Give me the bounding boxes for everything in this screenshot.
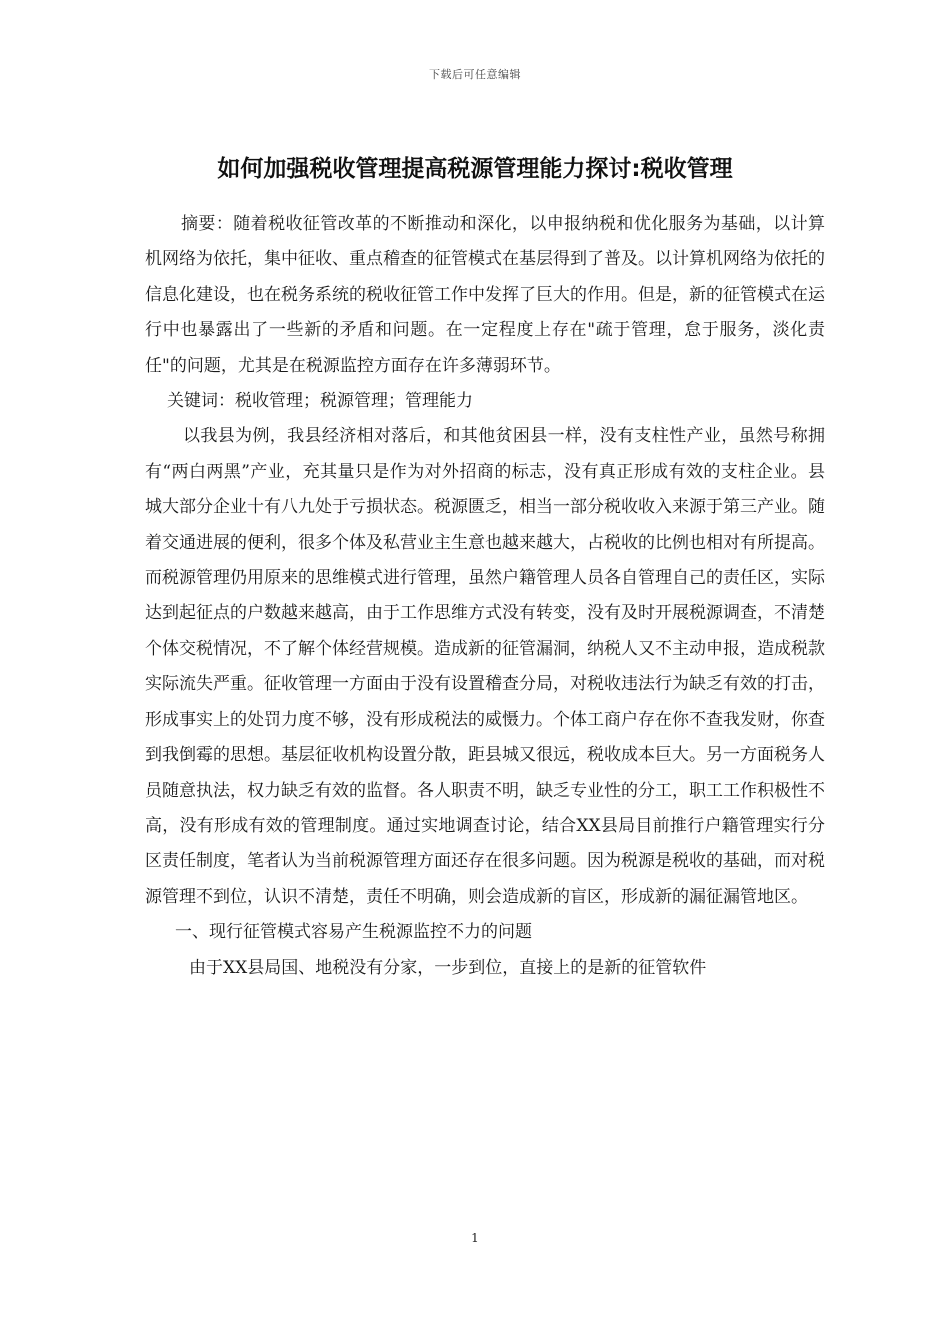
document-body: [145, 207, 825, 986]
section-heading: 一、现行征管模式容易产生税源监控不力的问题: [175, 922, 532, 943]
section-paragraph: 由于XX县局国、地税没有分家，一步到位，直接上的是新的征管软件: [189, 957, 707, 978]
page-title: 如何加强税收管理提高税源管理能力探讨:税收管理: [217, 156, 733, 182]
abstract-paragraph: 摘要：随着税收征管改革的不断推动和深化，以申报纳税和优化服务为基础，以计算机网络为依托，集中征收、重点稽查的征管模式在基层得到了普及。以计算机网络为依托的信息化建设，也在税务系统的税收征管工作中发挥了巨大的作用。但是，新的征管模式在运行中也暴露出了一些新的矛盾和问题。在一定程度上存在"疏于管理，怠于服务，淡化责任"的问题，尤其是在税源监控方面存在许多薄弱环节。: [145, 214, 825, 376]
body-paragraph: 以我县为例，我县经济相对落后，和其他贫困县一样，没有支柱性产业，虽然号称拥有“两白两黑”产业，充其量只是作为对外招商的标志，没有真正形成有效的支柱企业。县城大部分企业十有八九处于亏损状态。税源匮乏，相当一部分税收收入来源于第三产业。随着交通进展的便利，很多个体及私营业主生意也越来越大，占税收的比例也相对有所提高。而税源管理仍用原来的思维模式进行管理，虽然户籍管理人员各自管理自己的责任区，实际达到起征点的户数越来越高，由于工作思维方式没有转变，没有及时开展税源调查，不清楚个体交税情况，不了解个体经营规模。造成新的征管漏洞，纳税人又不主动申报，造成税款实际流失严重。征收管理一方面由于没有设置稽查分局，对税收违法行为缺乏有效的打击，形成事实上的处罚力度不够，没有形成税法的威慑力。个体工商户存在你不查我发财，你查到我倒霉的思想。基层征收机构设置分散，距县城又很远，税收成本巨大。另一方面税务人员随意执法，权力缺乏有效的监督。各人职责不明，缺乏专业性的分工，职工工作积极性不高，没有形成有效的管理制度。通过实地调查讨论，结合XX县局目前推行户籍管理实行分区责任制度，笔者认为当前税源管理方面还存在很多问题。因为税源是税收的基础，而对税源管理不到位，认识不清楚，责任不明确，则会造成新的盲区，形成新的漏征漏管地区。: [145, 426, 825, 907]
page-number: 1: [471, 1231, 479, 1245]
header-note: 下载后可任意编辑: [429, 68, 521, 81]
keywords-paragraph: 关键词：税收管理；税源管理；管理能力: [167, 391, 473, 412]
